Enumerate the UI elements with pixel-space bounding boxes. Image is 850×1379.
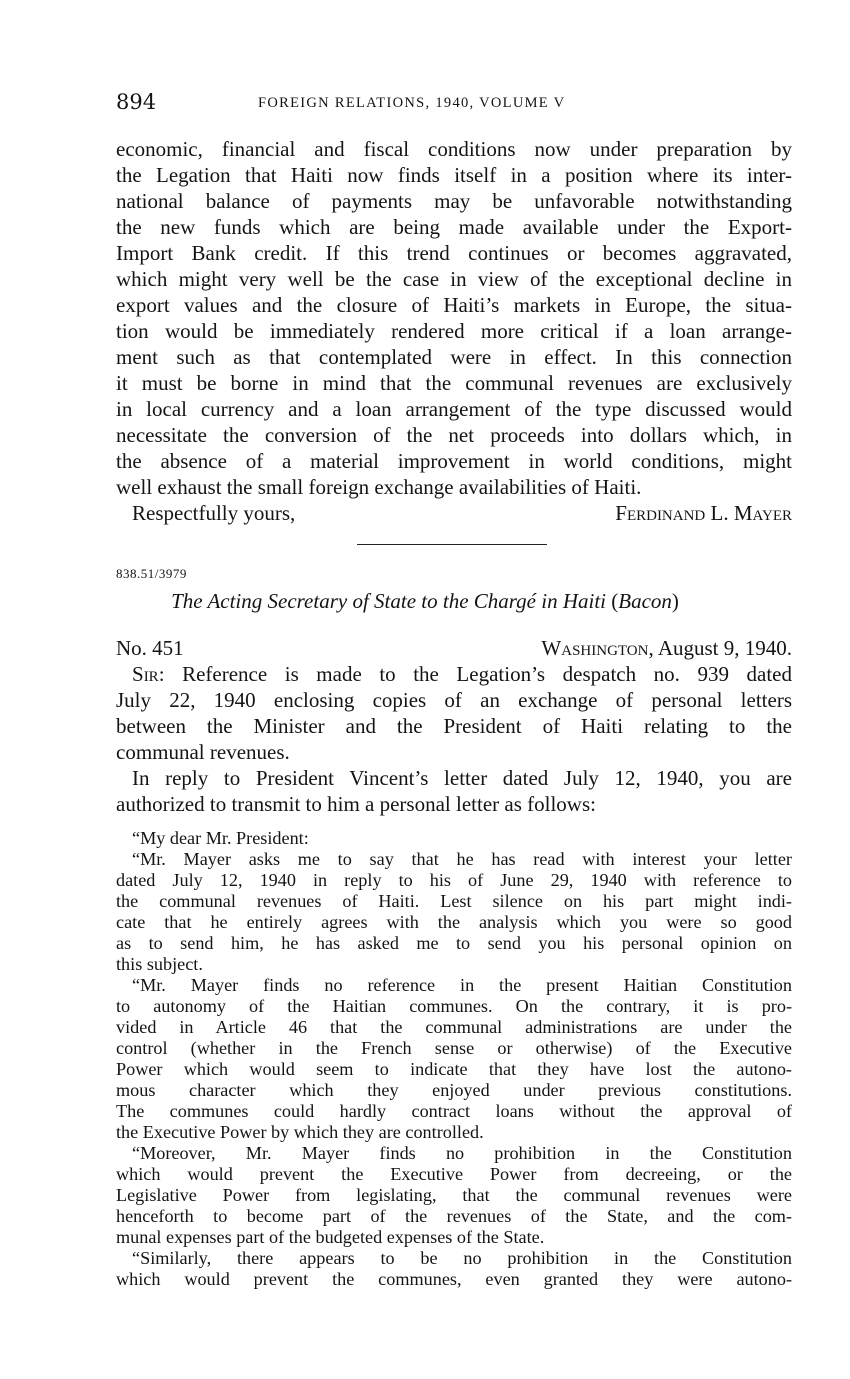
text-line: national balance of payments may be unfavorable notwithstanding	[116, 189, 792, 213]
text-line: Import Bank credit. If this trend continues or becomes aggravated,	[116, 241, 792, 265]
quoted-line: “Mr. Mayer asks me to say that he has read with interest your letter	[132, 849, 792, 869]
text-line: July 22, 1940 enclosing copies of an exchange of personal letters	[116, 688, 792, 712]
quoted-line: this subject.	[116, 954, 203, 974]
quoted-line: henceforth to become part of the revenues of the State, and the com-	[116, 1206, 792, 1226]
section-divider	[357, 544, 547, 545]
quoted-line: munal expenses part of the budgeted expenses of the State.	[116, 1227, 545, 1247]
quoted-line: which would prevent the Executive Power from decreeing, or the	[116, 1164, 792, 1184]
quoted-line: Power which would seem to indicate that they have lost the autono-	[116, 1059, 792, 1079]
text-line	[132, 662, 792, 687]
quoted-line: cate that he entirely agrees with the analysis which you were so good	[116, 912, 792, 932]
signature-last-initial: M	[733, 501, 753, 525]
signature-first-initial: F	[615, 501, 627, 525]
running-head: FOREIGN RELATIONS, 1940, VOLUME V	[258, 95, 566, 111]
quoted-line: the Executive Power by which they are controlled.	[116, 1122, 484, 1142]
text-line: economic, financial and fiscal conditions now under preparation by	[116, 137, 792, 161]
place-rest: ashington	[561, 636, 649, 660]
text-line: well exhaust the small foreign exchange availabilities of Haiti.	[116, 475, 642, 499]
page-number: 894	[116, 90, 157, 114]
quoted-line: as to send him, he has asked me to send you his personal opinion on	[116, 933, 792, 953]
text-line: communal revenues.	[116, 740, 290, 764]
text-line: tion would be immediately rendered more critical if a loan arrange-	[116, 319, 792, 343]
page-header	[116, 90, 792, 122]
quoted-line: Legislative Power from legislating, that the communal revenues were	[116, 1185, 792, 1205]
quoted-line: which would prevent the communes, even granted they were autono-	[116, 1269, 792, 1289]
quoted-line: “My dear Mr. President:	[132, 828, 309, 848]
text-line: necessitate the conversion of the net proceeds into dollars which, in	[116, 423, 792, 447]
signature-middle: L.	[710, 501, 729, 525]
document-title	[0, 589, 850, 614]
text-line: which might very well be the case in view of the exceptional decline in	[116, 267, 792, 291]
quoted-line: dated July 12, 1940 in reply to his of June 29, 1940 with reference to	[116, 870, 792, 890]
text-line: In reply to President Vincent’s letter dated July 12, 1940, you are	[132, 766, 792, 790]
title-main: The Acting Secretary of State to the Chargé in Haiti	[171, 589, 606, 613]
text-line: the absence of a material improvement in world conditions, might	[116, 449, 792, 473]
title-name: Bacon	[618, 589, 672, 613]
salutation-initial: S	[132, 662, 144, 686]
text-line: between the Minister and the President of Haiti relating to the	[116, 714, 792, 738]
text-line: the new funds which are being made available under the Export-	[116, 215, 792, 239]
signature-last-rest: ayer	[752, 501, 792, 525]
title-open-paren: (	[611, 589, 619, 613]
text-line: export values and the closure of Haiti’s markets in Europe, the situa-	[116, 293, 792, 317]
signature	[615, 501, 792, 526]
quoted-line: The communes could hardly contract loans without the approval of	[116, 1101, 792, 1121]
salutation-rest: ir	[143, 662, 159, 686]
place-date	[541, 636, 792, 661]
text-line: ment such as that contemplated were in effect. In this connection	[116, 345, 792, 369]
place-initial: W	[541, 636, 562, 660]
quoted-line: control (whether in the French sense or otherwise) of the Executive	[116, 1038, 792, 1058]
date: , August 9, 1940.	[648, 636, 792, 660]
closing: Respectfully yours,	[132, 501, 296, 525]
file-number: 838.51/3979	[116, 566, 187, 581]
paragraph-text: : Reference is made to the Legation’s despatch no. 939 dated	[158, 662, 792, 686]
quoted-line: mous character which they enjoyed under previous constitutions.	[116, 1080, 792, 1100]
title-close-paren: )	[671, 589, 679, 613]
document-number: No. 451	[116, 636, 184, 660]
text-line: the Legation that Haiti now finds itself in a position where its inter-	[116, 163, 792, 187]
quoted-line: to autonomy of the Haitian communes. On the contrary, it is pro-	[116, 996, 792, 1016]
signature-first-rest: erdinand	[626, 501, 706, 525]
text-line: it must be borne in mind that the communal revenues are exclusively	[116, 371, 792, 395]
text-line: in local currency and a loan arrangement of the type discussed would	[116, 397, 792, 421]
quoted-line: “Moreover, Mr. Mayer finds no prohibition in the Constitution	[132, 1143, 792, 1163]
quoted-line: “Mr. Mayer finds no reference in the present Haitian Constitution	[132, 975, 792, 995]
quoted-line: “Similarly, there appears to be no prohibition in the Constitution	[132, 1248, 792, 1268]
quoted-line: the communal revenues of Haiti. Lest silence on his part might indi-	[116, 891, 792, 911]
quoted-line: vided in Article 46 that the communal administrations are under the	[116, 1017, 792, 1037]
text-line: authorized to transmit to him a personal letter as follows:	[116, 792, 596, 816]
